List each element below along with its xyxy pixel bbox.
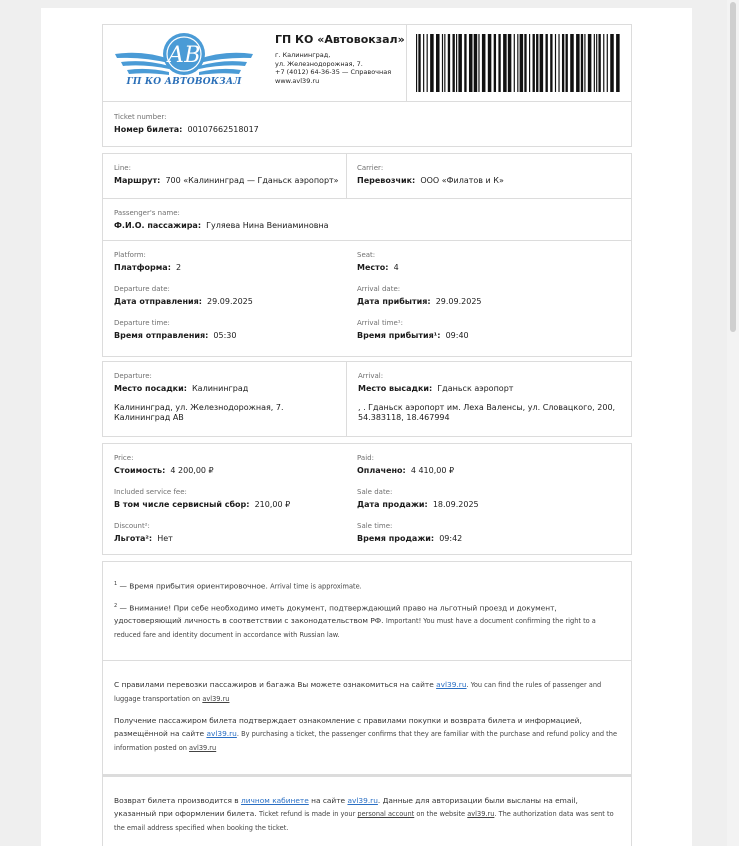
barcode-bar bbox=[540, 34, 544, 92]
barcode-bar bbox=[610, 34, 614, 92]
rules-paragraph-1 bbox=[114, 678, 621, 706]
barcode-bar bbox=[418, 34, 420, 92]
header-divider bbox=[406, 25, 407, 101]
org-address-line1: г. Калининград, bbox=[275, 51, 331, 59]
arrival-date-label-ru: Дата прибытия: bbox=[357, 297, 431, 306]
line-label-en: Line: bbox=[114, 164, 131, 172]
departure-date-label-en: Departure date: bbox=[114, 285, 170, 293]
route-divider bbox=[346, 154, 347, 198]
barcode-bar bbox=[423, 34, 424, 92]
route-hdivider bbox=[103, 198, 631, 199]
barcode-bar bbox=[584, 34, 585, 92]
departure-field bbox=[114, 383, 284, 394]
barcode-bar bbox=[474, 34, 478, 92]
rules-p1-ru: С правилами перевозки пассажиров и багажа Вы можете ознакомиться на сайте bbox=[114, 680, 437, 689]
paid-field bbox=[357, 465, 454, 476]
barcode-bar bbox=[570, 34, 574, 92]
sale-time-value: 09:42 bbox=[439, 534, 463, 543]
barcode-bar bbox=[524, 34, 526, 92]
refund-section bbox=[102, 775, 632, 846]
barcode-bar bbox=[588, 34, 592, 92]
carrier-label-ru: Перевозчик: bbox=[357, 176, 416, 185]
paid-value: 4 410,00 ₽ bbox=[410, 466, 455, 475]
barcode-bar bbox=[436, 34, 440, 92]
arrival-address-line2: 54.383118, 18.467994 bbox=[358, 413, 450, 422]
barcode-bar bbox=[555, 34, 556, 92]
seat-field bbox=[357, 262, 399, 273]
refund-paragraph bbox=[114, 794, 621, 835]
barcode-bar bbox=[482, 34, 486, 92]
rules-p2-en-link[interactable]: avl39.ru bbox=[189, 744, 217, 752]
departure-time-field bbox=[114, 330, 236, 341]
departure-time-label-ru: Время отправления: bbox=[114, 331, 209, 340]
barcode-bar bbox=[494, 34, 496, 92]
barcode-bar bbox=[529, 34, 530, 92]
passenger-value: Гуляева Нина Вениаминовна bbox=[206, 221, 329, 230]
departure-date-label-ru: Дата отправления: bbox=[114, 297, 202, 306]
barcode-bar bbox=[536, 34, 538, 92]
departure-time-value: 05:30 bbox=[213, 331, 237, 340]
footnotes-section bbox=[102, 561, 632, 661]
logo-text: ГП КО АВТОВОКЗАЛ bbox=[126, 77, 242, 87]
fee-label-ru: В том числе сервисный сбор: bbox=[114, 500, 250, 509]
arrival-time-label-en: Arrival time¹: bbox=[357, 319, 403, 327]
org-info bbox=[275, 33, 405, 85]
barcode-bar bbox=[616, 34, 620, 92]
footnote-2-marker: 2 bbox=[114, 603, 118, 609]
fee-field bbox=[114, 499, 290, 510]
barcode-bar bbox=[576, 34, 580, 92]
line-label-ru: Маршрут: bbox=[114, 176, 161, 185]
barcode-bar bbox=[603, 34, 604, 92]
barcode-bar bbox=[550, 34, 552, 92]
arrival-label-en: Arrival: bbox=[358, 372, 384, 380]
refund-en-3: . The authorization data was sent to the email address specified when booking the ticket. bbox=[114, 810, 614, 832]
arrival-field bbox=[358, 383, 615, 394]
rules-p2-en: . By purchasing a ticket, the passenger confirms that they are familiar with the purchase and refund policy and the information posted on bbox=[114, 730, 617, 752]
barcode-bar bbox=[430, 34, 434, 92]
ticket-barcode bbox=[416, 34, 622, 92]
price-label-en: Price: bbox=[114, 454, 134, 462]
rules-section bbox=[102, 661, 632, 775]
arrival-time-value: 09:40 bbox=[445, 331, 469, 340]
barcode-bar bbox=[558, 34, 559, 92]
scrollbar[interactable] bbox=[727, 0, 739, 846]
rules-p2-link[interactable]: avl39.ru bbox=[206, 729, 237, 738]
refund-en-site-link[interactable]: avl39.ru bbox=[467, 810, 495, 818]
barcode-bar bbox=[566, 34, 568, 92]
barcode-bar bbox=[478, 34, 479, 92]
departure-label-ru: Место посадки: bbox=[114, 384, 187, 393]
barcode-bar bbox=[533, 34, 535, 92]
arrival-time-field bbox=[357, 330, 469, 341]
sale-time-label-ru: Время продажи: bbox=[357, 534, 435, 543]
barcode-bar bbox=[517, 34, 518, 92]
barcode-bar bbox=[607, 34, 608, 92]
barcode-bar bbox=[503, 34, 507, 92]
barcode-bar bbox=[498, 34, 500, 92]
route-section bbox=[102, 153, 632, 241]
seat-label-ru: Место: bbox=[357, 263, 389, 272]
barcode-bar bbox=[448, 34, 450, 92]
sale-date-label-en: Sale date: bbox=[357, 488, 393, 496]
footnote-2-en: Important! You must have a document confirming the right to a reduced fare and identity document in accordance with Russian law. bbox=[114, 617, 596, 640]
barcode-bar bbox=[488, 34, 492, 92]
carrier-label-en: Carrier: bbox=[357, 164, 384, 172]
refund-ru-1: Возврат билета производится в bbox=[114, 796, 242, 805]
refund-ru-2: на сайте bbox=[308, 796, 348, 805]
footnote-1-ru: — Время прибытия ориентировочное. bbox=[117, 581, 271, 591]
price-field bbox=[114, 465, 214, 476]
platform-label-en: Platform: bbox=[114, 251, 146, 259]
org-name: ГП КО «Автовокзал» bbox=[275, 33, 405, 46]
rules-p2-ru: Получение пассажиром билета подтверждает ознакомление с правилами покупки и возврата билета и информацией, размещённой на сайте bbox=[114, 716, 582, 738]
barcode-bar bbox=[598, 34, 600, 92]
ticket-page bbox=[41, 8, 692, 846]
passenger-field bbox=[114, 220, 329, 231]
scrollbar-thumb[interactable] bbox=[730, 2, 736, 332]
ticket-number bbox=[114, 124, 259, 135]
seat-label-en: Seat: bbox=[357, 251, 376, 259]
departure-address-line1: Калининград, ул. Железнодорожная, 7. bbox=[114, 403, 284, 412]
discount-value: Нет bbox=[157, 534, 173, 543]
barcode-bar bbox=[581, 34, 583, 92]
barcode-bar bbox=[545, 34, 547, 92]
refund-site-link[interactable]: avl39.ru bbox=[347, 796, 378, 805]
arrival-date-value: 29.09.2025 bbox=[435, 297, 482, 306]
sale-time-field bbox=[357, 533, 462, 544]
arrival-label-ru: Место высадки: bbox=[358, 384, 433, 393]
refund-en-1: Ticket refund is made in your bbox=[259, 810, 358, 818]
barcode-bar bbox=[514, 34, 515, 92]
barcode-bar bbox=[444, 34, 445, 92]
platform-value: 2 bbox=[175, 263, 182, 272]
departure-time-label-en: Departure time: bbox=[114, 319, 170, 327]
passenger-label-ru: Ф.И.О. пассажира: bbox=[114, 221, 202, 230]
passenger-label-en: Passenger's name: bbox=[114, 209, 180, 217]
trip-section bbox=[102, 241, 632, 357]
sale-date-label-ru: Дата продажи: bbox=[357, 500, 428, 509]
barcode-bar bbox=[452, 34, 454, 92]
barcode-bar bbox=[427, 34, 428, 92]
platform-label-ru: Платформа: bbox=[114, 263, 171, 272]
barcode-bar bbox=[562, 34, 564, 92]
arrival-value: Гданьск аэропорт bbox=[437, 384, 514, 393]
footnote-2 bbox=[114, 600, 621, 642]
fee-label-en: Included service fee: bbox=[114, 488, 187, 496]
org-website: www.avl39.ru bbox=[275, 76, 320, 85]
company-logo bbox=[113, 32, 255, 90]
discount-label-ru: Льгота²: bbox=[114, 534, 153, 543]
ticket-number-section bbox=[102, 102, 632, 147]
barcode-bar bbox=[456, 34, 457, 92]
sale-date-value: 18.09.2025 bbox=[432, 500, 479, 509]
ticket-number-label-ru: Номер билета: bbox=[114, 125, 183, 134]
departure-date-value: 29.09.2025 bbox=[207, 297, 253, 306]
arrival-address-line1: , . Гданьск аэропорт им. Леха Валенсы, ул. Словацкого, 200, bbox=[358, 403, 616, 412]
paid-label-ru: Оплачено: bbox=[357, 466, 406, 475]
barcode-bar bbox=[464, 34, 466, 92]
barcode-bar bbox=[469, 34, 473, 92]
fee-value: 210,00 ₽ bbox=[254, 500, 291, 509]
departure-address-line2: Калининград АВ bbox=[114, 413, 184, 422]
refund-en-2: on the website bbox=[414, 810, 468, 818]
paid-label-en: Paid: bbox=[357, 454, 374, 462]
footnote-2-ru: — Внимание! При себе необходимо иметь документ, подтверждающий право на льготный проезд и документ, удостоверяющий личность в соответствии с законодательством РФ. bbox=[114, 603, 557, 626]
line-field bbox=[114, 175, 339, 186]
carrier-field bbox=[357, 175, 504, 186]
departure-label-en: Departure: bbox=[114, 372, 152, 380]
footnote-1-en: Arrival time is approximate. bbox=[270, 582, 362, 591]
org-address-line2: ул. Железнодорожная, 7. bbox=[275, 59, 363, 68]
payment-section bbox=[102, 443, 632, 555]
personal-cabinet-link[interactable]: личном кабинете bbox=[241, 796, 309, 805]
ticket-number-value: 00107662518017 bbox=[187, 125, 259, 134]
price-label-ru: Стоимость: bbox=[114, 466, 166, 475]
rules-p1-en: . You can find the rules of passenger and luggage transportation on bbox=[114, 681, 602, 703]
barcode-bar bbox=[508, 34, 512, 92]
stops-section bbox=[102, 361, 632, 437]
ticket-header bbox=[102, 24, 632, 102]
line-value: 700 «Калининград — Гданьск аэропорт» bbox=[165, 176, 339, 185]
stops-divider bbox=[346, 362, 347, 436]
barcode-bar bbox=[520, 34, 524, 92]
barcode-bar bbox=[442, 34, 443, 92]
sale-date-field bbox=[357, 499, 479, 510]
ticket-number-label-en: Ticket number: bbox=[114, 113, 167, 121]
discount-field bbox=[114, 533, 173, 544]
footnote-1 bbox=[114, 578, 621, 593]
arrival-date-field bbox=[357, 296, 482, 307]
barcode-bar bbox=[596, 34, 597, 92]
org-phone: +7 (4012) 64-36-35 — Справочная bbox=[275, 68, 392, 76]
rules-p1-en-link[interactable]: avl39.ru bbox=[202, 695, 230, 703]
sale-time-label-en: Sale time: bbox=[357, 522, 393, 530]
barcode-bar bbox=[594, 34, 595, 92]
personal-account-link[interactable]: personal account bbox=[357, 810, 415, 818]
arrival-time-label-ru: Время прибытия¹: bbox=[357, 331, 441, 340]
rules-paragraph-2 bbox=[114, 714, 621, 755]
refund-ru-3: . Данные для авторизации были высланы на email, указанный при оформлении билета. bbox=[114, 796, 578, 818]
barcode-bar bbox=[416, 34, 417, 92]
footnote-1-marker: 1 bbox=[114, 581, 118, 587]
barcode-bar bbox=[458, 34, 462, 92]
carrier-value: ООО «Филатов и К» bbox=[420, 176, 504, 185]
svg-text:АВ: АВ bbox=[167, 43, 201, 68]
discount-label-en: Discount²: bbox=[114, 522, 150, 530]
departure-date-field bbox=[114, 296, 253, 307]
arrival-date-label-en: Arrival date: bbox=[357, 285, 401, 293]
rules-p1-link[interactable]: avl39.ru bbox=[436, 680, 467, 689]
departure-value: Калининград bbox=[192, 384, 249, 393]
price-value: 4 200,00 ₽ bbox=[170, 466, 214, 475]
platform-field bbox=[114, 262, 181, 273]
seat-value: 4 bbox=[393, 263, 399, 272]
